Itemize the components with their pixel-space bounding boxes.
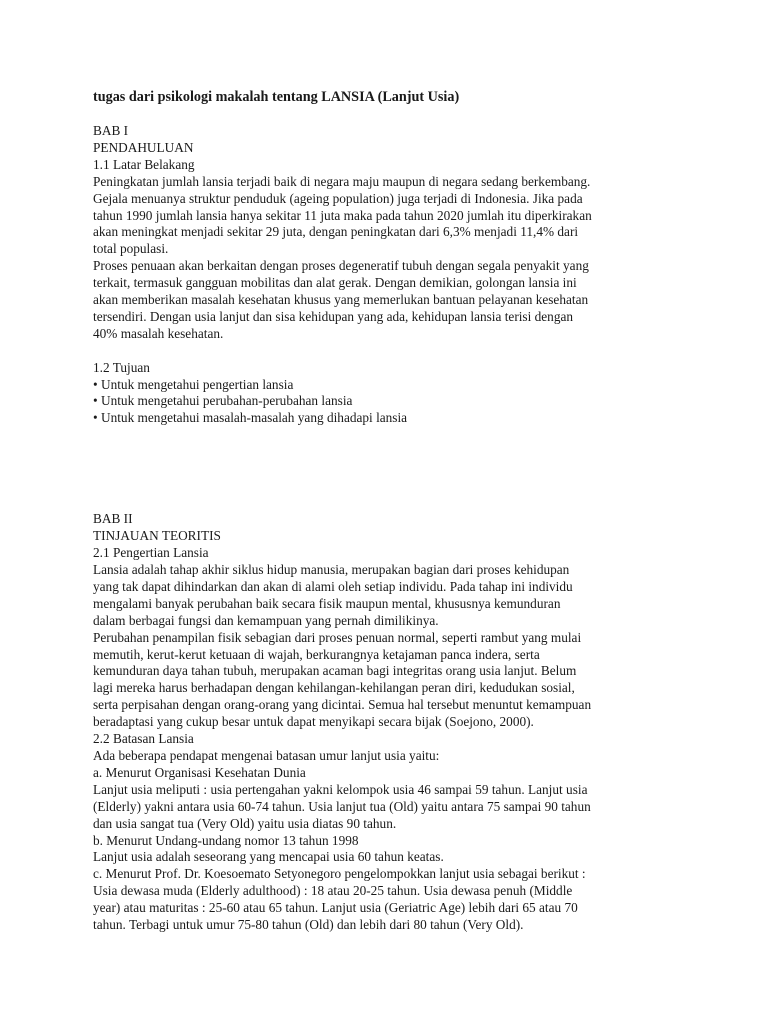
paragraph-line: kemunduran daya tahan tubuh, merupakan acaman bagi integritas orang usia lanjut. Belum [93,663,577,679]
section-2-1-heading: 2.1 Pengertian Lansia [93,545,209,561]
paragraph-line: mengalami banyak perubahan baik secara fisik maupun mental, khususnya kemunduran [93,595,561,611]
section-1-2-heading: 1.2 Tujuan [93,359,150,375]
paragraph-line: Perubahan penampilan fisik sebagian dari proses penuan normal, seperti rambut yang mulai [93,629,582,645]
paragraph-line: year) atau maturitas : 25-60 atau 65 tahun. Lanjut usia (Geriatric Age) lebih dari 65 atau 70 [93,900,578,916]
paragraph-line: Lanjut usia meliputi : usia pertengahan yakni kelompok usia 46 sampai 59 tahun. Lanjut usia [93,781,588,797]
section-gap [93,427,693,511]
bab1-heading: BAB I [93,123,129,138]
bullet-item: • Untuk mengetahui masalah-masalah yang dihadapi lansia [93,410,408,426]
paragraph-line: akan meningkat menjadi sekitar 29 juta, dengan peningkatan dari 6,3% menjadi 11,4% dari [93,224,579,240]
document-page [93,88,693,934]
bullet-item: • Untuk mengetahui pengertian lansia [93,376,294,392]
paragraph-line: 40% masalah kesehatan. [93,325,224,341]
list-item-a: a. Menurut Organisasi Kesehatan Dunia [93,764,306,780]
paragraph-line: beradaptasi yang cukup besar untuk dapat menyikapi secara bijak (Soejono, 2000). [93,714,534,730]
paragraph-line: akan memberikan masalah kesehatan khusus yang memerlukan bantuan pelayanan kesehatan [93,292,589,308]
paragraph-line: terkait, termasuk gangguan mobilitas dan alat gerak. Dengan demikian, golongan lansia ini [93,275,577,291]
paragraph-line: total populasi. [93,241,169,257]
paragraph-line: Lanjut usia adalah seseorang yang mencapai usia 60 tahun keatas. [93,849,444,865]
paragraph-line: (Elderly) yakni antara usia 60-74 tahun. Usia lanjut tua (Old) yaitu antara 75 sampai 90 tahun [93,798,591,814]
paragraph-line: dan usia sangat tua (Very Old) yaitu usia diatas 90 tahun. [93,815,397,831]
paragraph-line: Proses penuaan akan berkaitan dengan proses degeneratif tubuh dengan segala penyakit yang [93,258,589,274]
paragraph-line: tahun 1990 jumlah lansia hanya sekitar 11 juta maka pada tahun 2020 jumlah itu diperkirakan [93,207,592,223]
paragraph-line: Peningkatan jumlah lansia terjadi baik di negara maju maupun di negara sedang berkembang. [93,173,591,189]
paragraph-line: serta perpisahan dengan orang-orang yang dicintai. Semua hal tersebut menuntut kemampuan [93,697,592,713]
bab2-heading: BAB II [93,511,133,527]
bab2-subheading: TINJAUAN TEORITIS [93,528,221,544]
paragraph-line: tahun. Terbagi untuk umur 75-80 tahun (Old) dan lebih dari 80 tahun (Very Old). [93,917,524,933]
section-2-2-heading: 2.2 Batasan Lansia [93,731,194,747]
paragraph-line: yang tak dapat dihindarkan dan akan di alami oleh setiap individu. Pada tahap ini individu [93,578,573,594]
paragraph-line: memutih, kerut-kerut ketuaan di wajah, berkurangnya ketajaman panca indera, serta [93,646,540,662]
blank-line [93,343,693,360]
list-item-b: b. Menurut Undang-undang nomor 13 tahun 1998 [93,832,359,848]
paragraph-line: dalam berbagai fungsi dan kemampuan yang pernah dimilikinya. [93,612,439,628]
paragraph-line: Ada beberapa pendapat mengenai batasan umur lanjut usia yaitu: [93,747,440,763]
list-item-c: c. Menurut Prof. Dr. Koesoemato Setyonegoro pengelompokkan lanjut usia sebagai berikut : [93,866,586,882]
paragraph-line: Lansia adalah tahap akhir siklus hidup manusia, merupakan bagian dari proses kehidupan [93,562,570,578]
bullet-item: • Untuk mengetahui perubahan-perubahan lansia [93,393,353,409]
paragraph-line: Usia dewasa muda (Elderly adulthood) : 18 atau 20-25 tahun. Usia dewasa penuh (Middle [93,883,573,899]
paragraph-line: tersendiri. Dengan usia lanjut dan sisa kehidupan yang ada, kehidupan lansia terisi dengan [93,308,574,324]
bab1-subheading: PENDAHULUAN [93,139,194,155]
paragraph-line: lagi mereka harus berhadapan dengan kehilangan-kehilangan peran diri, kedudukan sosial, [93,680,575,696]
section-1-1-heading: 1.1 Latar Belakang [93,156,195,172]
paragraph-line: Gejala menuanya struktur penduduk (ageing population) juga terjadi di Indonesia. Jika pada [93,190,583,206]
document-title: tugas dari psikologi makalah tentang LANSIA (Lanjut Usia) [93,89,460,105]
